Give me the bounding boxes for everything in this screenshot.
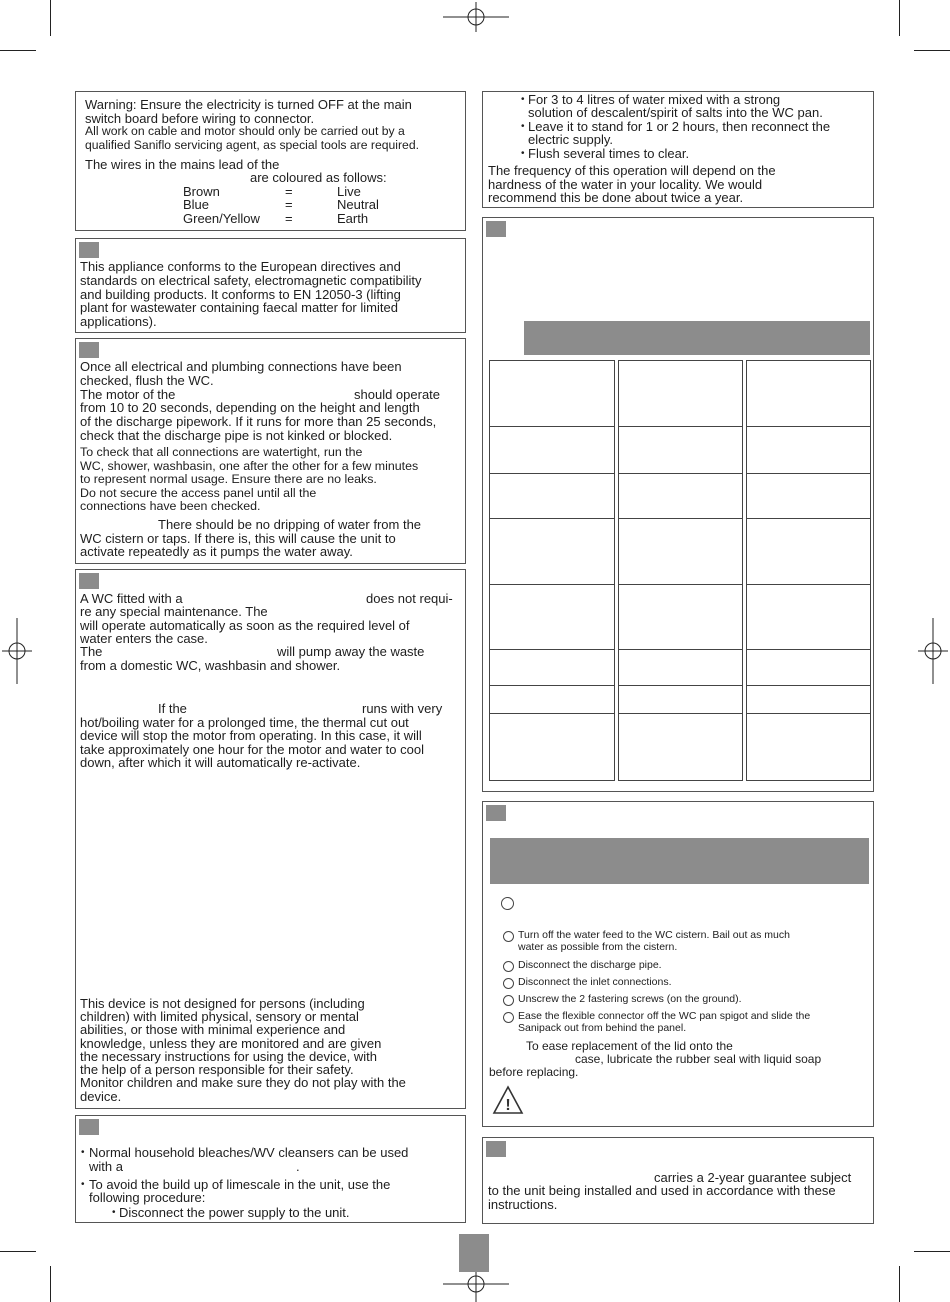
text-line: For 3 to 4 litres of water mixed with a strong <box>528 92 781 107</box>
table-cell <box>746 426 871 474</box>
text-line: To check that all connections are watertight, run the <box>80 445 363 459</box>
step-circle <box>503 995 514 1006</box>
crop-mark <box>50 1266 51 1302</box>
text-line: check that the discharge pipe is not kinked or blocked. <box>80 428 393 443</box>
step-text: Turn off the water feed to the WC cistern. Bail out as much <box>518 929 790 941</box>
step-text: Disconnect the discharge pipe. <box>518 959 662 971</box>
table-cell <box>746 473 871 519</box>
section-marker <box>486 805 506 821</box>
bullet: • <box>521 121 525 132</box>
text-line: recommend this be done about twice a year. <box>488 190 744 205</box>
text-line: activate repeatedly as it pumps the water away. <box>80 544 353 559</box>
text-line: runs with very <box>362 701 443 716</box>
standards-line: standards on electrical safety, electromagnetic compatibility <box>80 273 422 288</box>
text-line: A WC fitted with a <box>80 591 183 606</box>
text-line: children) with limited physical, sensory or mental <box>80 1009 359 1024</box>
table-cell <box>746 360 871 427</box>
text-line: to represent normal usage. Ensure there are no leaks. <box>80 472 377 486</box>
wires-intro: are coloured as follows: <box>250 170 387 185</box>
table-cell <box>489 584 615 650</box>
table-cell <box>618 584 743 650</box>
text-line: device. <box>80 1089 122 1104</box>
step-text: Ease the flexible connector off the WC pan spigot and slide the <box>518 1010 811 1022</box>
descale-box <box>482 91 874 208</box>
usage-box <box>75 569 466 1109</box>
text-line: This device is not designed for persons (including <box>80 996 365 1011</box>
warning-triangle-icon <box>492 1085 524 1115</box>
bullet: • <box>112 1207 116 1218</box>
text-line: down, after which it will automatically re-activate. <box>80 755 361 770</box>
text-line: take approximately one hour for the motor and water to cool <box>80 742 424 757</box>
step-text: water as possible from the cistern. <box>518 941 678 953</box>
crop-mark <box>914 1251 950 1252</box>
table-cell <box>489 649 615 686</box>
table-cell <box>618 473 743 519</box>
text-line: should operate <box>354 387 441 402</box>
table-cell <box>489 360 615 427</box>
section-marker <box>79 573 99 589</box>
text-line: Do not secure the access panel until all the <box>80 486 317 500</box>
crop-mark <box>50 0 51 36</box>
table-cell <box>618 685 743 714</box>
text-line: with a <box>89 1159 123 1174</box>
tip-text: before replacing. <box>489 1065 579 1079</box>
wire-eq: = <box>285 184 293 199</box>
section-marker <box>486 1141 506 1157</box>
crop-mark <box>899 0 900 36</box>
text-line: electric supply. <box>528 132 614 147</box>
text-line: instructions. <box>488 1197 558 1212</box>
warning-box <box>75 91 466 231</box>
step-circle <box>503 931 514 942</box>
warning-line: Warning: Ensure the electricity is turned OFF at the main <box>85 97 412 112</box>
crop-mark <box>914 50 950 51</box>
bullet: • <box>81 1179 85 1190</box>
table-cell <box>618 360 743 427</box>
warning-line: switch board before wiring to connector. <box>85 111 315 126</box>
section-marker <box>486 221 506 237</box>
table-title-bar <box>524 321 870 355</box>
wire-color: Blue <box>183 197 210 212</box>
table-cell <box>618 518 743 585</box>
text-line: WC cistern or taps. If there is, this will cause the unit to <box>80 531 396 546</box>
step-circle <box>503 978 514 989</box>
troubleshooting-box <box>482 217 874 792</box>
text-line: from a domestic WC, washbasin and shower. <box>80 658 341 673</box>
text-line: carries a 2-year guarantee subject <box>654 1170 852 1185</box>
text-line: water enters the case. <box>80 631 208 646</box>
standards-box <box>75 238 466 333</box>
text-line: from 10 to 20 seconds, depending on the height and length <box>80 400 420 415</box>
text-line: Flush several times to clear. <box>528 146 690 161</box>
removal-title-bar <box>490 838 869 884</box>
bullet: • <box>81 1147 85 1158</box>
table-cell <box>489 685 615 714</box>
table-cell <box>746 685 871 714</box>
wires-intro: The wires in the mains lead of the <box>85 157 280 172</box>
text-line: connections have been checked. <box>80 499 261 513</box>
removal-box <box>482 801 874 1127</box>
page-number-tab <box>459 1234 489 1272</box>
wire-color: Brown <box>183 184 220 199</box>
text-line: will operate automatically as soon as the required level of <box>80 618 410 633</box>
text-line: device will stop the motor from operating. In this case, it will <box>80 728 422 743</box>
table-cell <box>746 713 871 781</box>
wire-eq: = <box>285 211 293 226</box>
wire-role: Neutral <box>337 197 379 212</box>
step-text: Sanipack out from behind the panel. <box>518 1022 687 1034</box>
commissioning-box <box>75 338 466 564</box>
text-line: Disconnect the power supply to the unit. <box>119 1205 350 1220</box>
wire-eq: = <box>285 197 293 212</box>
wire-role: Earth <box>337 211 369 226</box>
table-cell <box>489 473 615 519</box>
crop-mark <box>899 1266 900 1302</box>
guarantee-box <box>482 1137 874 1224</box>
table-cell <box>489 518 615 585</box>
text-line: to the unit being installed and used in accordance with these <box>488 1183 836 1198</box>
table-cell <box>746 584 871 650</box>
text-line: . <box>296 1159 300 1174</box>
warning-line: qualified Saniflo servicing agent, as special tools are required. <box>85 138 419 152</box>
tip-text: case, lubricate the rubber seal with liquid soap <box>575 1052 822 1066</box>
wire-role: Live <box>337 184 361 199</box>
text-line: Leave it to stand for 1 or 2 hours, then reconnect the <box>528 119 831 134</box>
step-circle <box>503 961 514 972</box>
table-cell <box>746 649 871 686</box>
text-line: does not requi- <box>366 591 453 606</box>
tip-text: To ease replacement of the lid onto the <box>526 1039 733 1053</box>
text-line: the help of a person responsible for their safety. <box>80 1062 354 1077</box>
registration-mark-bottom <box>443 1272 509 1302</box>
registration-mark-left <box>2 618 32 684</box>
text-line: checked, flush the WC. <box>80 373 214 388</box>
bullet: • <box>521 94 525 105</box>
text-line: Monitor children and make sure they do not play with the <box>80 1075 406 1090</box>
table-cell <box>489 713 615 781</box>
standards-line: plant for wastewater containing faecal matter for limited <box>80 300 398 315</box>
registration-mark-right <box>918 618 948 684</box>
text-line: following procedure: <box>89 1190 206 1205</box>
bullet: • <box>521 148 525 159</box>
text-line: knowledge, unless they are monitored and are given <box>80 1036 382 1051</box>
step-circle <box>501 897 514 910</box>
text-line: hardness of the water in your locality. We would <box>488 177 763 192</box>
text-line: If the <box>158 701 187 716</box>
text-line: the necessary instructions for using the device, with <box>80 1049 377 1064</box>
text-line: The motor of the <box>80 387 176 402</box>
section-marker <box>79 1119 99 1135</box>
text-line: WC, shower, washbasin, one after the other for a few minutes <box>80 459 419 473</box>
crop-mark <box>0 50 36 51</box>
text-line: abilities, or those with minimal experience and <box>80 1022 346 1037</box>
text-line: There should be no dripping of water from the <box>158 517 422 532</box>
table-cell <box>618 426 743 474</box>
standards-line: applications). <box>80 314 157 329</box>
text-line: The frequency of this operation will depend on the <box>488 163 776 178</box>
wire-color: Green/Yellow <box>183 211 260 226</box>
section-marker <box>79 342 99 358</box>
text-line: solution of descalent/spirit of salts into the WC pan. <box>528 105 823 120</box>
warning-symbol: ! <box>505 1097 511 1114</box>
text-line: To avoid the build up of limescale in the unit, use the <box>89 1177 391 1192</box>
text-line: hot/boiling water for a prolonged time, the thermal cut out <box>80 715 409 730</box>
text-line: will pump away the waste <box>277 644 425 659</box>
crop-mark <box>0 1251 36 1252</box>
registration-mark-top <box>443 2 509 32</box>
table-cell <box>618 713 743 781</box>
standards-line: and building products. It conforms to EN 12050-3 (lifting <box>80 287 401 302</box>
warning-line: All work on cable and motor should only be carried out by a <box>85 124 405 138</box>
table-cell <box>618 649 743 686</box>
step-circle <box>503 1012 514 1023</box>
standards-line: This appliance conforms to the European directives and <box>80 259 401 274</box>
text-line: of the discharge pipework. If it runs for more than 25 seconds, <box>80 414 437 429</box>
step-text: Disconnect the inlet connections. <box>518 976 672 988</box>
text-line: re any special maintenance. The <box>80 604 268 619</box>
section-marker <box>79 242 99 258</box>
step-text: Unscrew the 2 fastering screws (on the ground). <box>518 993 742 1005</box>
table-cell <box>489 426 615 474</box>
text-line: The <box>80 644 103 659</box>
table-cell <box>746 518 871 585</box>
maintenance-box <box>75 1115 466 1223</box>
text-line: Normal household bleaches/WV cleansers can be used <box>89 1145 409 1160</box>
text-line: Once all electrical and plumbing connections have been <box>80 359 402 374</box>
